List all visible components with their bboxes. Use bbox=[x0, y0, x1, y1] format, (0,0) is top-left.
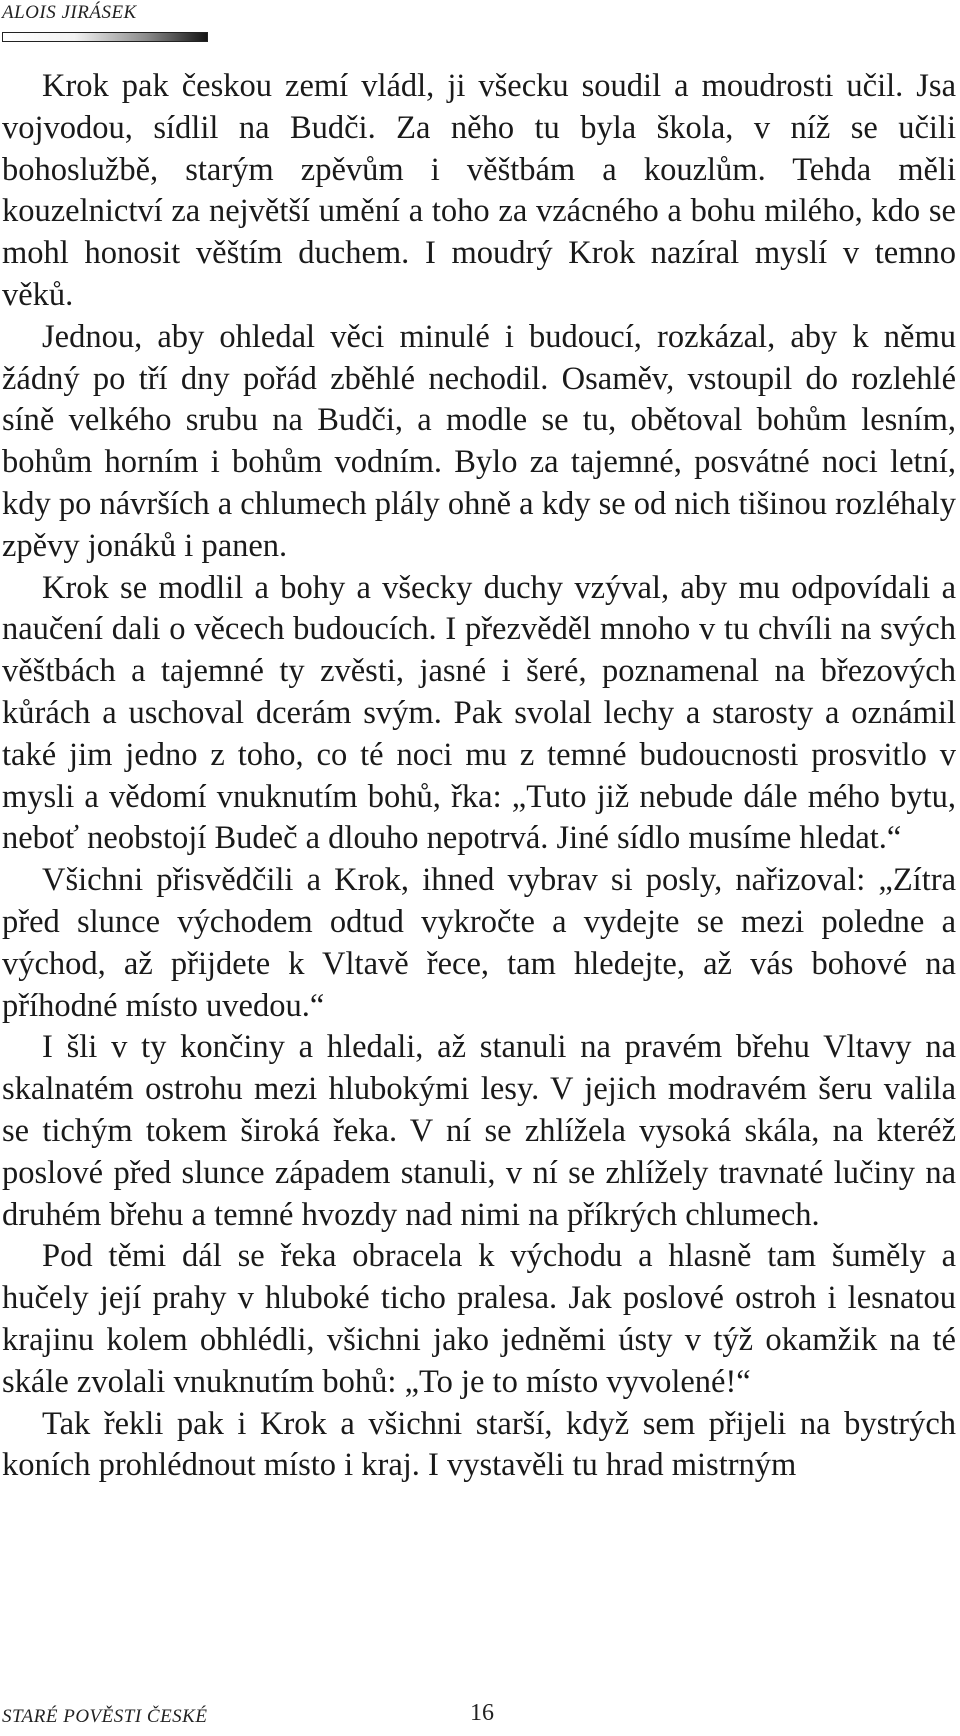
running-head-author: ALOIS JIRÁSEK bbox=[2, 2, 137, 23]
paragraph: I šli v ty končiny a hledali, až stanuli na pravém břehu Vltavy na skalnatém ostrohu mezi hlubokými lesy. V jejich modravém šeru valila se tichým tokem široká řeka. V ní se zhlížela vysoká skála, na kteréž poslové před slunce západem stanuli, v ní se zhlížely travnaté lučiny na druhém břehu a temné hvozdy nad nimi na příkrých chlumech. bbox=[2, 1029, 956, 1233]
paragraph: Všichni přisvědčili a Krok, ihned vybrav si posly, nařizoval: „Zítra před slunce východem odtud vykročte a vydejte se mezi poledne a východ, až přijdete k Vltavě řece, tam hledejte, až vás bohové na příhodné místo uvedou.“ bbox=[2, 862, 956, 1024]
header-gradient-rule bbox=[2, 32, 208, 42]
page-number: 16 bbox=[470, 1700, 494, 1726]
paragraph: Tak řekli pak i Krok a všichni starší, když sem přijeli na bystrých koních prohlédnout místo i kraj. I vystavěli tu hrad mistrným bbox=[2, 1405, 956, 1484]
footer-book-title: STARÉ POVĚSTI ČESKÉ bbox=[2, 1706, 208, 1727]
paragraph: Krok pak českou zemí vládl, ji všecku soudil a moudrosti učil. Jsa vojvodou, sídlil na Budči. Za něho tu byla škola, v níž se učili bohoslužbě, starým zpěvům i věštbám a kouzlům. Tehda měli kouzelnictví za největší umění a toho za vzácného a bohu milého, kdo se mohl honosit věštím duchem. I moudrý Krok nazíral myslí v temno věků. bbox=[2, 68, 956, 313]
body-text bbox=[2, 66, 956, 1487]
paragraph: Krok se modlil a bohy a všecky duchy vzýval, aby mu odpovídali a naučení dali o věcech budoucích. I přezvěděl mnoho v tu chvíli na svých věštbách a tajemné ty zvěsti, jasné i šeré, poznamenal na březových kůrách a uschoval dcerám svým. Pak svolal lechy a starosty a oznámil také jim jedno z toho, co té noci mu z temné budoucnosti prosvitlo v mysli a vědomí vnuknutím bohů, řka: „Tuto již nebude dále mého bytu, neboť neobstojí Budeč a dlouho nepotrvá. Jiné sídlo musíme hledat.“ bbox=[2, 569, 956, 857]
paragraph: Pod těmi dál se řeka obracela k východu a hlasně tam šuměly a hučely její prahy v hluboké ticho pralesa. Jak poslové ostroh i lesnatou krajinu kolem obhlédli, všichni jako jedněmi ústy v týž okamžik na té skále zvolali vnuknutím bohů: „To je to místo vyvolené!“ bbox=[2, 1238, 956, 1400]
paragraph: Jednou, aby ohledal věci minulé i budoucí, rozkázal, aby k němu žádný po tří dny pořád zběhlé nechodil. Osaměv, vstoupil do rozlehlé síně velkého srubu na Budči, a modle se tu, obětoval bohům lesním, bohům horním i bohům vodním. Bylo za tajemné, posvátné noci letní, kdy po návrších a chlumech plály ohně a kdy se od nich tišinou rozléhaly zpěvy jonáků i panen. bbox=[2, 318, 956, 564]
